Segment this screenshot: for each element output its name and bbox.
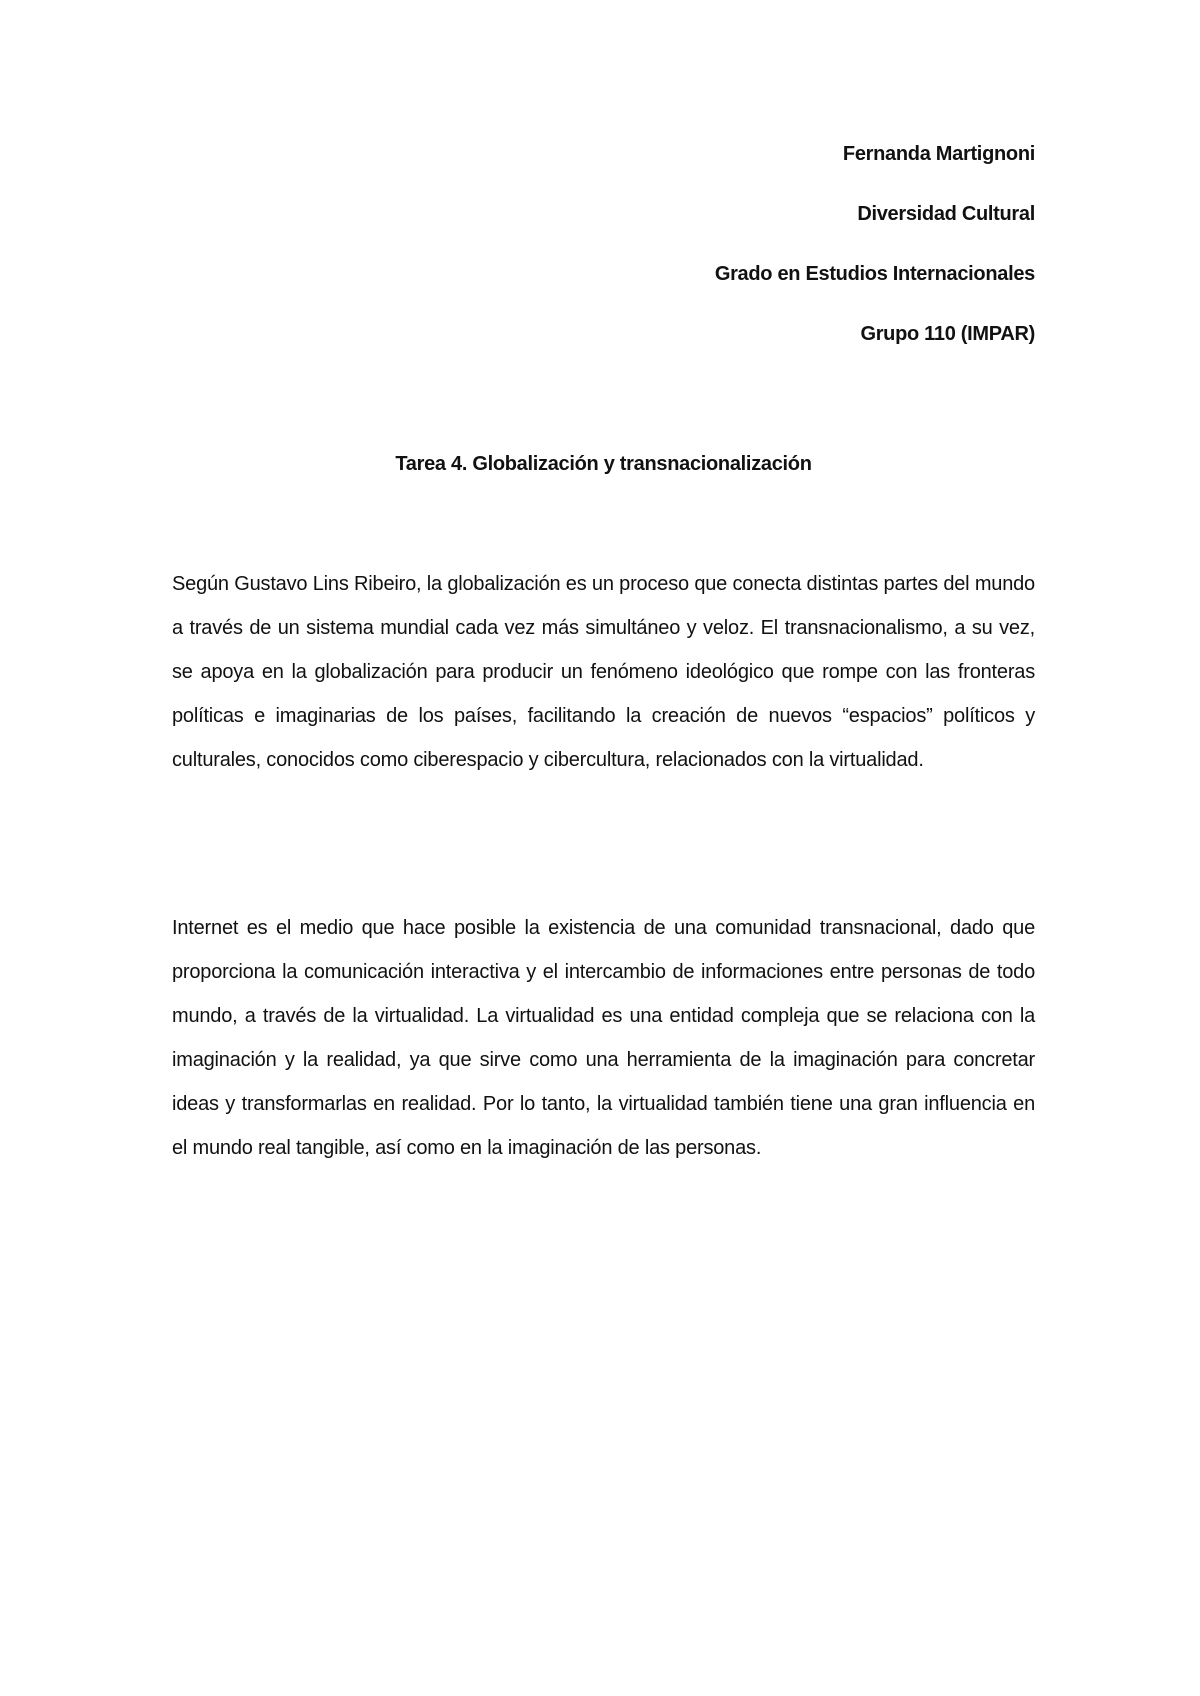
group-name: Grupo 110 (IMPAR) — [860, 323, 1035, 345]
paragraph-2: Internet es el medio que hace posible la existencia de una comunidad transnacional, dado que proporciona la comunicación interactiva y el intercambio de informaciones entre personas de todo mundo, a través de la virtualidad. La virtualidad es una entidad compleja que se relaciona con la imaginación y la realidad, ya que sirve como una herramienta de la imaginación para concretar ideas y transformarlas en realidad. Por lo tanto, la virtualidad también tiene una gran influencia en el mundo real tangible, así como en la imaginación de las personas. — [172, 917, 1035, 1159]
degree-name: Grado en Estudios Internacionales — [714, 263, 1035, 285]
document-title: Tarea 4. Globalización y transnacionalización — [395, 453, 812, 475]
document-header — [435, 140, 1035, 380]
course-name: Diversidad Cultural — [857, 203, 1035, 225]
author-name: Fernanda Martignoni — [842, 143, 1035, 165]
paragraph-1: Según Gustavo Lins Ribeiro, la globalización es un proceso que conecta distintas partes del mundo a través de un sistema mundial cada vez más simultáneo y veloz. El transnacionalismo, a su vez, se apoya en la globalización para producir un fenómeno ideológico que rompe con las fronteras políticas e imaginarias de los países, facilitando la creación de nuevos “espacios” políticos y culturales, conocidos como ciberespacio y cibercultura, relacionados con la virtualidad. — [172, 573, 1035, 771]
